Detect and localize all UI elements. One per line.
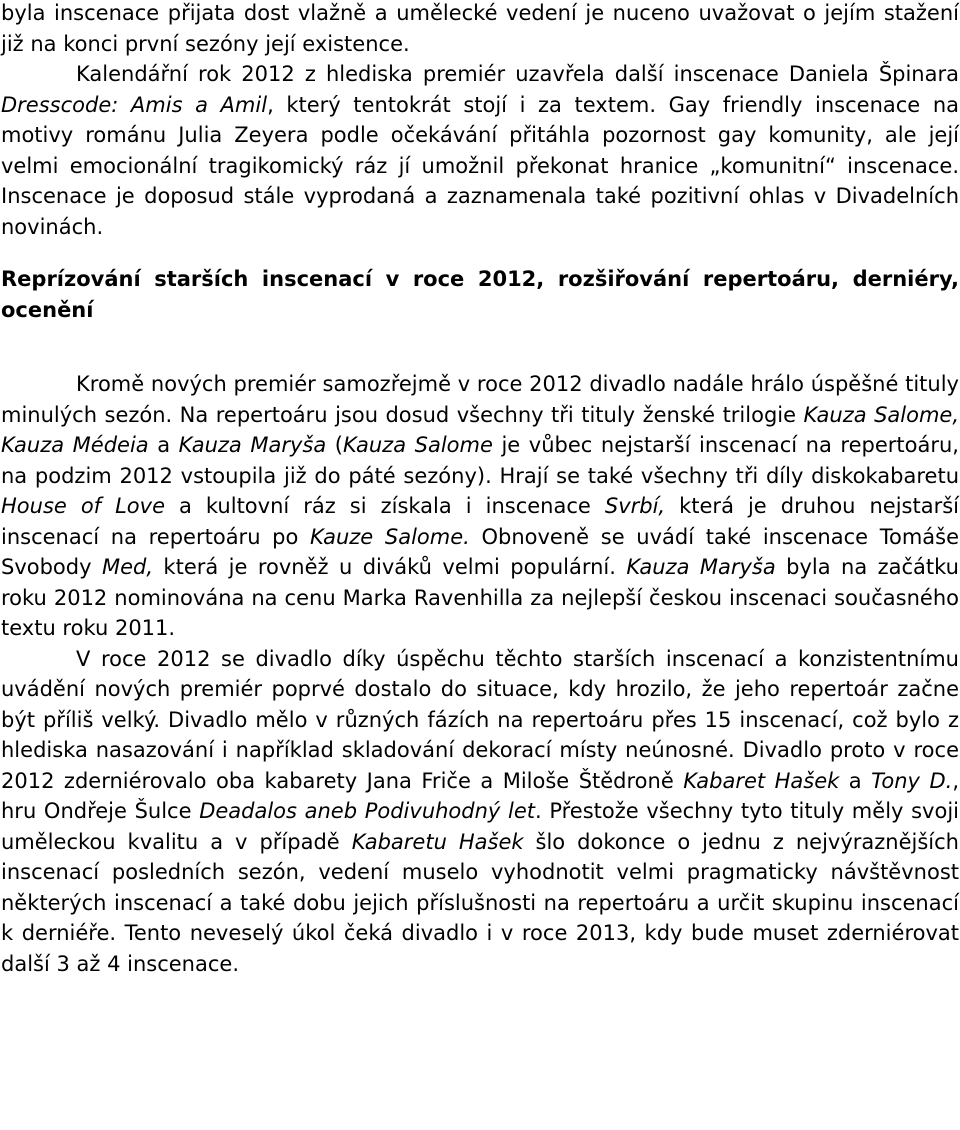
paragraph-text: Kromě nových premiér samozřejmě v roce 2012 divadlo nadále hrálo úspěšné tituly minulých sezón. Na repertoáru jsou dosud všechny tři tituly ženské trilogie [1,372,959,427]
paragraph-repertoire [1,369,959,644]
play-title: House of Love [1,494,165,518]
paragraph-continuation [1,0,959,59]
play-title: Kauze Salome. [310,524,470,549]
play-title: Kabaret Hašek [683,768,840,793]
play-title: Kauza Maryša [626,555,776,579]
paragraph-text: Obnoveně se uvádí také inscenace Tomáše Svobody [1,524,960,579]
paragraph-text: ( [326,433,343,457]
paragraph-text: a [839,768,872,793]
paragraph-text: byla inscenace přijata dost vlažně a umělecké vedení je nuceno uvažovat o jejím stažení již na konci první sezóny její existence. [1,1,959,56]
paragraph-text: která je druhou nejstarší inscenací na repertoáru po [1,494,960,549]
play-title: Kauza Maryša [178,433,327,457]
paragraph-dresscode [1,59,959,242]
play-title: Med, [101,555,154,579]
paragraph-text: Kalendářní rok 2012 z hlediska premiér uzavřela další inscenace Daniela Špinara [76,62,959,86]
play-title: Dresscode: Amis a Amil [1,92,268,117]
paragraph-text: byla na začátku roku 2012 nominována na cenu Marka Ravenhilla za nejlepší českou inscenaci současného textu roku 2011. [1,555,959,640]
paragraph-text: je vůbec nejstarší inscenací na repertoáru, na podzim 2012 vstoupila již do páté sezóny). Hrají se také všechny tři díly diskokabaretu [1,433,959,488]
paragraph-text: která je rovněž u diváků velmi populární. [153,555,627,579]
play-title: Deadalos aneb Podivuhodný let [199,799,535,823]
paragraph-text: . Přestože všechny tyto tituly měly svoji uměleckou kvalitu a v případě [1,799,959,854]
paragraph-text: V roce 2012 se divadlo díky úspěchu těchto starších inscenací a konzistentnímu uvádění nových premiér poprvé dostalo do situace, kdy hrozilo, že jeho repertoár začne být příliš velký. Divadlo mělo v různých fázích na repertoáru přes 15 inscenací, což bylo z hlediska nasazování i například skladování dekorací místy neúnosné. Divadlo proto v roce 2012 zderniérovalo oba kabarety Jana Friče a Miloše Štědroně [1,646,959,793]
play-title: Tony D. [871,768,953,793]
paragraph-text: šlo dokonce o jednu z nejvýraznějších inscenací posledních sezón, vedení muselo vyhodnotit velmi pragmaticky návštěvnost některých inscenací a také dobu jejich příslušnosti na repertoáru a určit skupinu inscenací k derniéře. Tento neveselý úkol čeká divadlo i v roce 2013, kdy bude muset zderniérovat další 3 až 4 inscenace. [1,829,959,976]
play-title: Kabaretu Hašek [351,829,524,854]
paragraph-text: , hru Ondřeje Šulce [1,768,959,823]
paragraph-dernieres [1,644,959,980]
play-title: Svrbí, [604,494,666,518]
section-heading: Reprízování starších inscenací v roce 2012, rozšiřování repertoáru, derniéry, ocenění [1,267,959,322]
play-title: Kauza Salome [342,433,493,457]
paragraph-text: a kultovní ráz si získala i inscenace [165,494,605,518]
paragraph-text: , který tentokrát stojí i za textem. Gay friendly inscenace na motivy románu Julia Zeyera podle očekávání přitáhla pozornost gay komunity, ale její velmi emocionální tragikomický ráz jí umožnil překonat hranice „komunitní“ inscenace. Inscenace je doposud stále vyprodaná a zaznamenala také pozitivní ohlas v Divadelních novinách. [1,92,959,239]
paragraph-text: a [148,433,179,457]
play-title: Kauza Salome, Kauza Médeia [1,402,960,457]
